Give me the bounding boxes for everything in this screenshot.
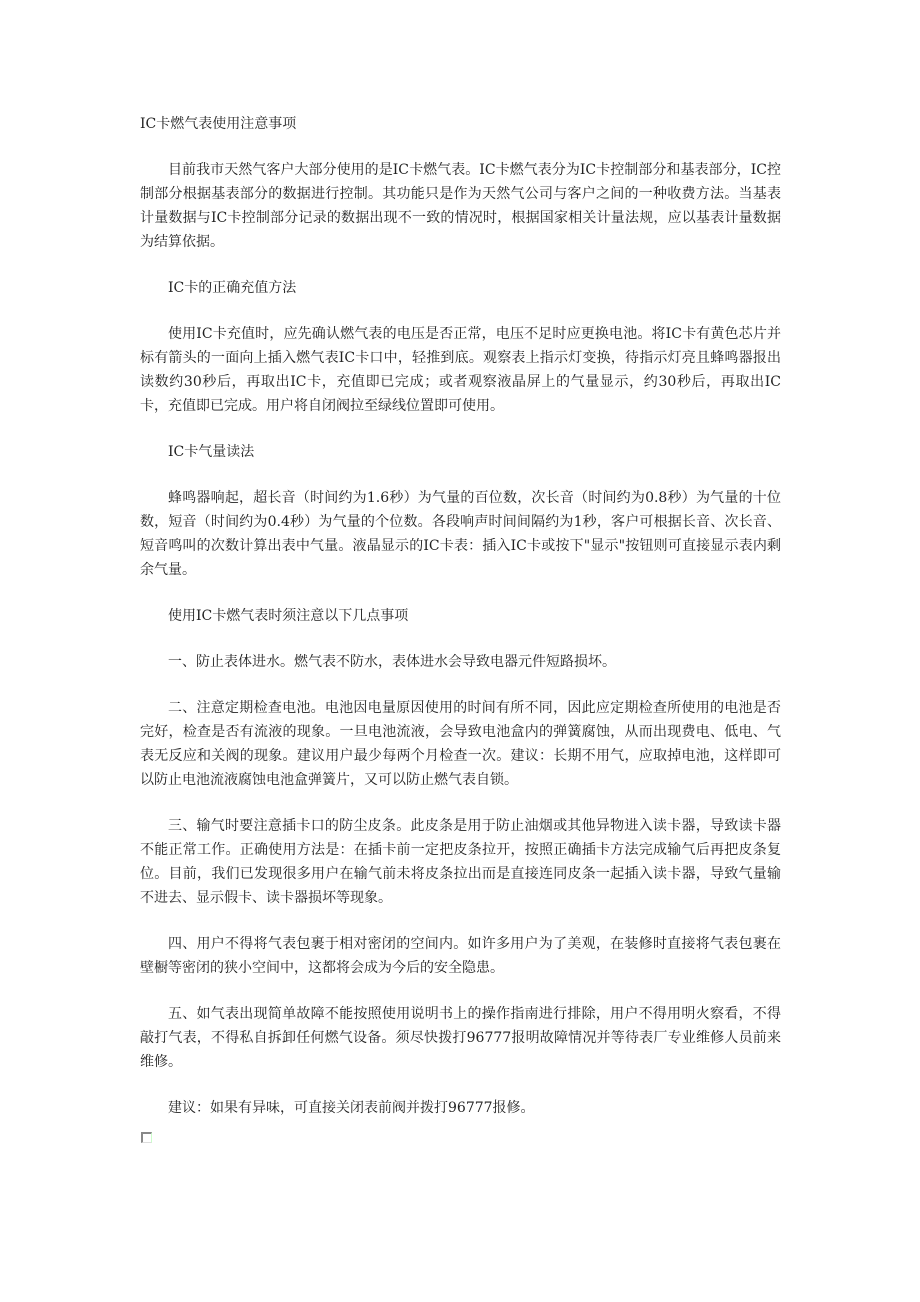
heading-reading: IC卡气量读法 [168,444,255,460]
paragraph-reading: 蜂鸣器响起，超长音（时间约为1.6秒）为气量的百位数，次长音（时间约为0.8秒）为气量的十位数，短音（时间约为0.4秒）为气量的个位数。各段响声时间间隔约为1秒，客户可根据长音、次长音、短音鸣叫的次数计算出表中气量。液晶显示的IC卡表：插入IC卡或按下"显示"按钮则可直接显示表内剩余气量。 [140,490,781,578]
paragraph-precaution-4: 四、用户不得将气表包裹于相对密闭的空间内。如许多用户为了美观，在装修时直接将气表包裹在壁橱等密闭的狭小空间中，这都将会成为今后的安全隐患。 [140,936,781,976]
document-body [140,112,781,1142]
document-title: IC卡燃气表使用注意事项 [140,116,297,132]
heading-precautions: 使用IC卡燃气表时须注意以下几点事项 [168,608,409,624]
paragraph-precaution-1: 一、防止表体进水。燃气表不防水，表体进水会导致电器元件短路损坏。 [168,654,616,670]
paragraph-recharge: 使用IC卡充值时，应先确认燃气表的电压是否正常，电压不足时应更换电池。将IC卡有黄色芯片并标有箭头的一面向上插入燃气表IC卡口中，轻推到底。观察表上指示灯变换，待指示灯亮且蜂鸣器报出读数约30秒后，再取出IC卡，充值即已完成；或者观察液晶屏上的气量显示，约30秒后，再取出IC卡，充值即已完成。用户将自闭阀拉至绿线位置即可使用。 [140,326,781,414]
image-placeholder-icon [141,1132,152,1143]
paragraph-precaution-2: 二、注意定期检查电池。电池因电量原因使用的时间有所不同，因此应定期检查所使用的电池是否完好，检查是否有流液的现象。一旦电池流液，会导致电池盒内的弹簧腐蚀，从而出现费电、低电、气表无反应和关阀的现象。建议用户最少每两个月检查一次。建议：长期不用气，应取掉电池，这样即可以防止电池流液腐蚀电池盒弹簧片，又可以防止燃气表自锁。 [140,700,781,788]
paragraph-intro: 目前我市天然气客户大部分使用的是IC卡燃气表。IC卡燃气表分为IC卡控制部分和基表部分，IC控制部分根据基表部分的数据进行控制。其功能只是作为天然气公司与客户之间的一种收费方法。当基表计量数据与IC卡控制部分记录的数据出现不一致的情况时，根据国家相关计量法规，应以基表计量数据为结算依据。 [140,162,781,250]
heading-recharge: IC卡的正确充值方法 [168,280,297,296]
paragraph-precaution-3: 三、输气时要注意插卡口的防尘皮条。此皮条是用于防止油烟或其他异物进入读卡器，导致读卡器不能正常工作。正确使用方法是：在插卡前一定把皮条拉开，按照正确插卡方法完成输气后再把皮条复位。目前，我们已发现很多用户在输气前未将皮条拉出而是直接连同皮条一起插入读卡器，导致气量输不进去、显示假卡、读卡器损坏等现象。 [140,818,781,906]
paragraph-suggestion: 建议：如果有异味，可直接关闭表前阀并拨打96777报修。 [168,1100,535,1116]
paragraph-precaution-5: 五、如气表出现简单故障不能按照使用说明书上的操作指南进行排除，用户不得用明火察看，不得敲打气表，不得私自拆卸任何燃气设备。须尽快拨打96777报明故障情况并等待表厂专业维修人员前来维修。 [140,1006,781,1070]
